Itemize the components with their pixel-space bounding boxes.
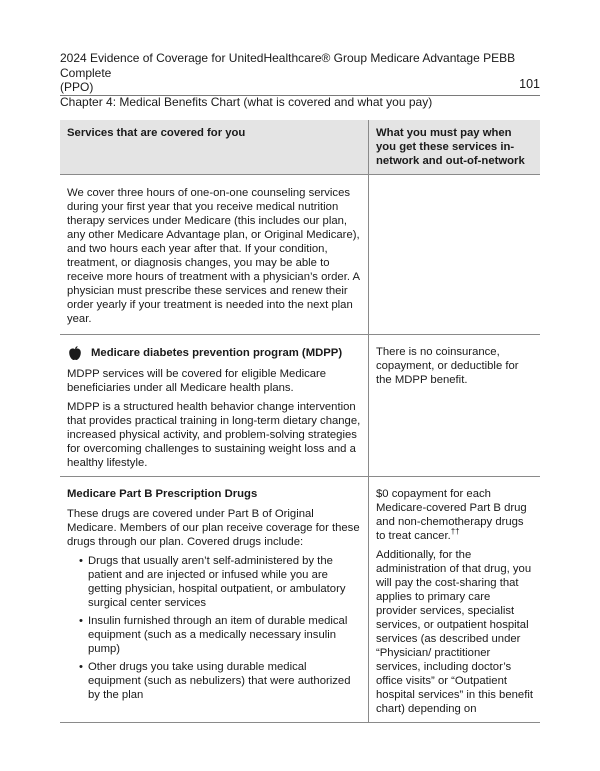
column-header-pay: What you must pay when you get these services in-network and out-of-network bbox=[369, 120, 541, 175]
mdpp-paragraph: MDPP services will be covered for eligible Medicare beneficiaries under all Medicare health plans. bbox=[67, 368, 327, 394]
partb-pay-admin: Additionally, for the administration of that drug, you will pay the cost-sharing that applies to primary care provider services, specialist services, or outpatient hospital services (as described under “Physician/ practitioner services, including doctor’s office visits” or “Outpatient hospital services” in this benefit chart) depending on bbox=[376, 549, 533, 715]
list-item: • Insulin furnished through an item of durable medical equipment (such as a medically necessary insulin pump) bbox=[81, 614, 362, 656]
mdpp-title-text: Medicare diabetes prevention program (MDPP) bbox=[91, 347, 343, 359]
mdpp-pay-text: There is no coinsurance, copayment, or deductible for the MDPP benefit. bbox=[376, 346, 519, 386]
header-title-line1: 2024 Evidence of Coverage for UnitedHealthcare® Group Medicare Advantage PEBB Complete bbox=[60, 51, 516, 80]
header-title-line2: (PPO) bbox=[60, 80, 94, 94]
partb-pay-copay bbox=[376, 487, 534, 543]
benefits-table bbox=[60, 120, 540, 723]
partb-pay-copay-text: $0 copayment for each Medicare-covered Part B drug and non-chemotherapy drugs to treat cancer. bbox=[376, 488, 527, 542]
table-row bbox=[60, 175, 540, 335]
partb-intro: These drugs are covered under Part B of Original Medicare. Members of our plan receive coverage for these drugs through our plan. Covered drugs include: bbox=[67, 508, 360, 548]
column-header-services: Services that are covered for you bbox=[60, 120, 369, 175]
row-nutrition-pay bbox=[369, 175, 541, 335]
mdpp-title bbox=[67, 345, 362, 361]
partb-title: Medicare Part B Prescription Drugs bbox=[67, 488, 258, 500]
nutrition-text: We cover three hours of one-on-one counseling services during your first year that you receive medical nutrition therapy services under Medicare (this includes our plan, any other Medicare Advantage plan, or Original Medicare), and two hours each year after that. If your condition, treatment, or diagnosis changes, you may be able to receive more hours of treatment with a physician’s order. A physician must prescribe these services and renew their order yearly if your treatment is needed into the next plan year. bbox=[67, 187, 360, 325]
header-chapter: Chapter 4: Medical Benefits Chart (what is covered and what you pay) bbox=[60, 94, 433, 109]
partb-drug-list bbox=[67, 554, 362, 702]
list-item: • Other drugs you take using durable medical equipment (such as nebulizers) that were authorized by the plan bbox=[81, 660, 362, 702]
page-header bbox=[60, 51, 540, 109]
table-row bbox=[60, 335, 540, 477]
row-mdpp-pay bbox=[369, 335, 541, 477]
table-row bbox=[60, 477, 540, 723]
footnote-mark: †† bbox=[450, 527, 460, 537]
list-item: • Drugs that usually aren’t self-administered by the patient and are injected or infused while you are getting physician, hospital outpatient, or ambulatory surgical center services bbox=[81, 554, 362, 610]
header-divider bbox=[60, 95, 540, 96]
row-nutrition-services bbox=[60, 175, 369, 335]
page-number: 101 bbox=[519, 77, 540, 91]
row-partb-services bbox=[60, 477, 369, 723]
mdpp-paragraph: MDPP is a structured health behavior change intervention that provides practical training in long-term dietary change, increased physical activity, and problem-solving strategies for overcoming challenges to sustaining weight loss and a healthy lifestyle. bbox=[67, 401, 361, 469]
apple-icon bbox=[67, 345, 83, 361]
row-mdpp-services bbox=[60, 335, 369, 477]
table-header-row bbox=[60, 120, 540, 175]
row-partb-pay bbox=[369, 477, 541, 723]
